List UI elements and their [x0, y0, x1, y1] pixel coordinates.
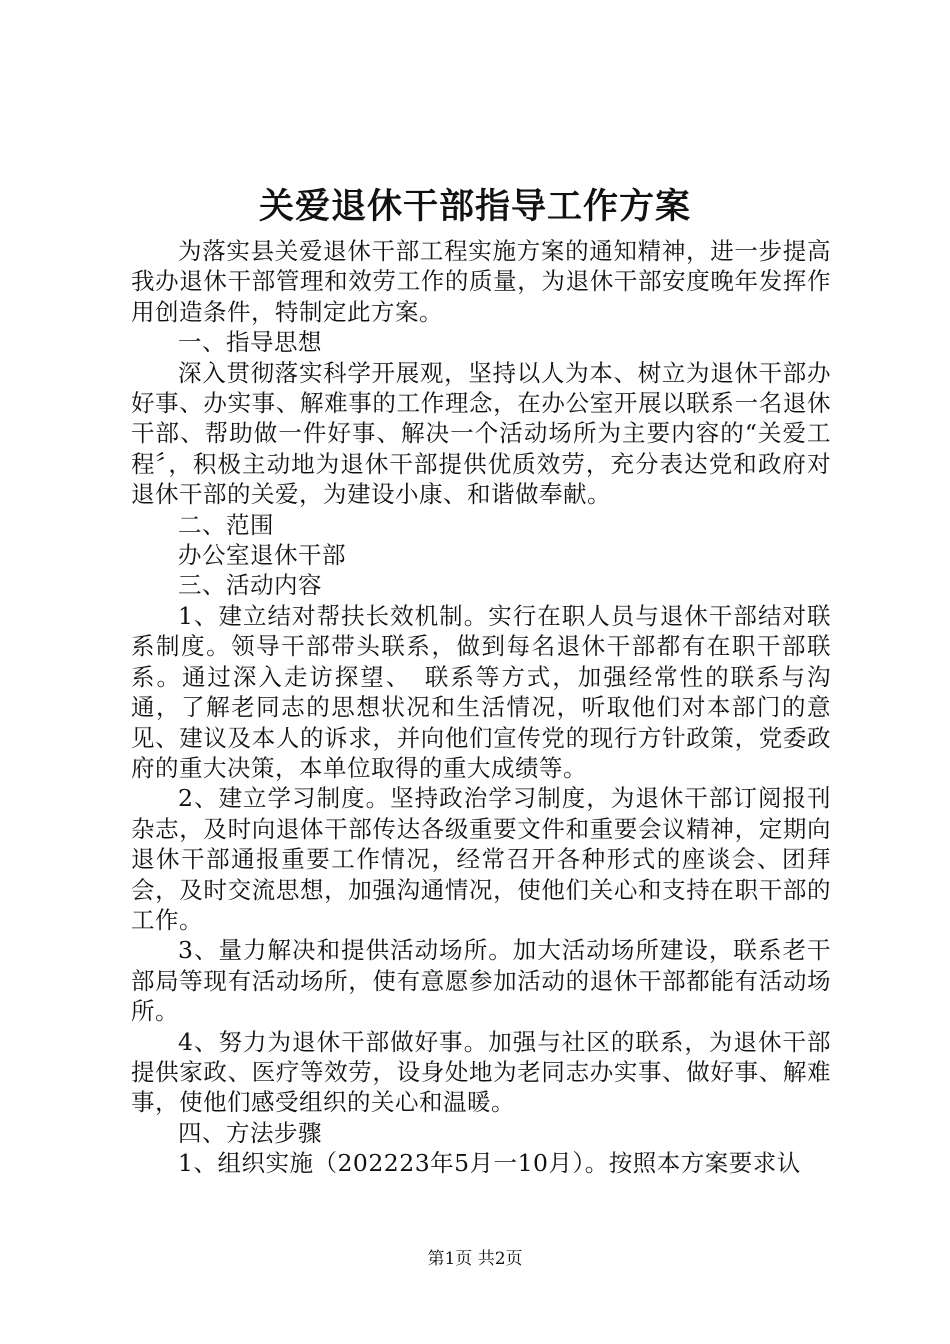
document-body: [131, 236, 831, 1179]
document-title: 关爱退休干部指导工作方案: [258, 186, 691, 227]
section-heading-activities: 三、活动内容: [178, 571, 322, 600]
guiding-ideology-paragraph: 深入贯彻落实科学开展观，坚持以人为本、树立为退休干部办好事、办实事、解难事的工作理念，在办公室开展以联系一名退休干部、帮助做一件好事、解决一个活动场所为主要内容的“关爱工程〞，积极主动地为退休干部提供优质效劳，充分表达党和政府对退休干部的关爱，为建设小康、和谐做奉献。: [131, 358, 831, 509]
scope-paragraph: 办公室退休干部: [178, 541, 346, 570]
activity-item-2: 2、建立学习制度。坚持政治学习制度，为退休干部订阅报刊杂志，及时向退体干部传达各级重要文件和重要会议精神，定期向退休干部通报重要工作情况，经常召开各种形式的座谈会、团拜会，及时交流思想，加强沟通情况，使他们关心和支持在职干部的工作。: [131, 784, 831, 934]
activity-item-1: 1、建立结对帮扶长效机制。实行在职人员与退休干部结对联系制度。领导干部带头联系，做到每名退休干部都有在职干部联系。通过深入走访探望、 联系等方式，加强经常性的联系与沟通，了解老同志的思想状况和生活情况，听取他们对本部门的意见、建议及本人的诉求，并向他们宣传党的现行方针政策，党委政府的重大决策，本单位取得的重大成绩等。: [131, 601, 831, 782]
activity-item-3: 3、量力解决和提供活动场所。加大活动场所建设，联系老干部局等现有活动场所，使有意愿参加活动的退休干部都能有活动场所。: [131, 936, 831, 1026]
step-item-1: 1、组织实施（202223年5月一10月）。按照本方案要求认: [178, 1149, 801, 1178]
activity-item-4: 4、努力为退休干部做好事。加强与社区的联系，为退休干部提供家政、医疗等效劳，设身处地为老同志办实事、做好事、解难事，使他们感受组织的关心和温暖。: [131, 1027, 831, 1117]
section-heading-guiding-ideology: 一、指导思想: [178, 328, 322, 357]
section-heading-scope: 二、范围: [178, 510, 274, 539]
intro-paragraph: 为落实县关爱退休干部工程实施方案的通知精神，进一步提高我办退休干部管理和效劳工作的质量，为退休干部安度晚年发挥作用创造条件，特制定此方案。: [131, 237, 831, 326]
section-heading-steps: 四、方法步骤: [178, 1118, 322, 1147]
page-footer: 第1页 共2页: [427, 1249, 523, 1269]
